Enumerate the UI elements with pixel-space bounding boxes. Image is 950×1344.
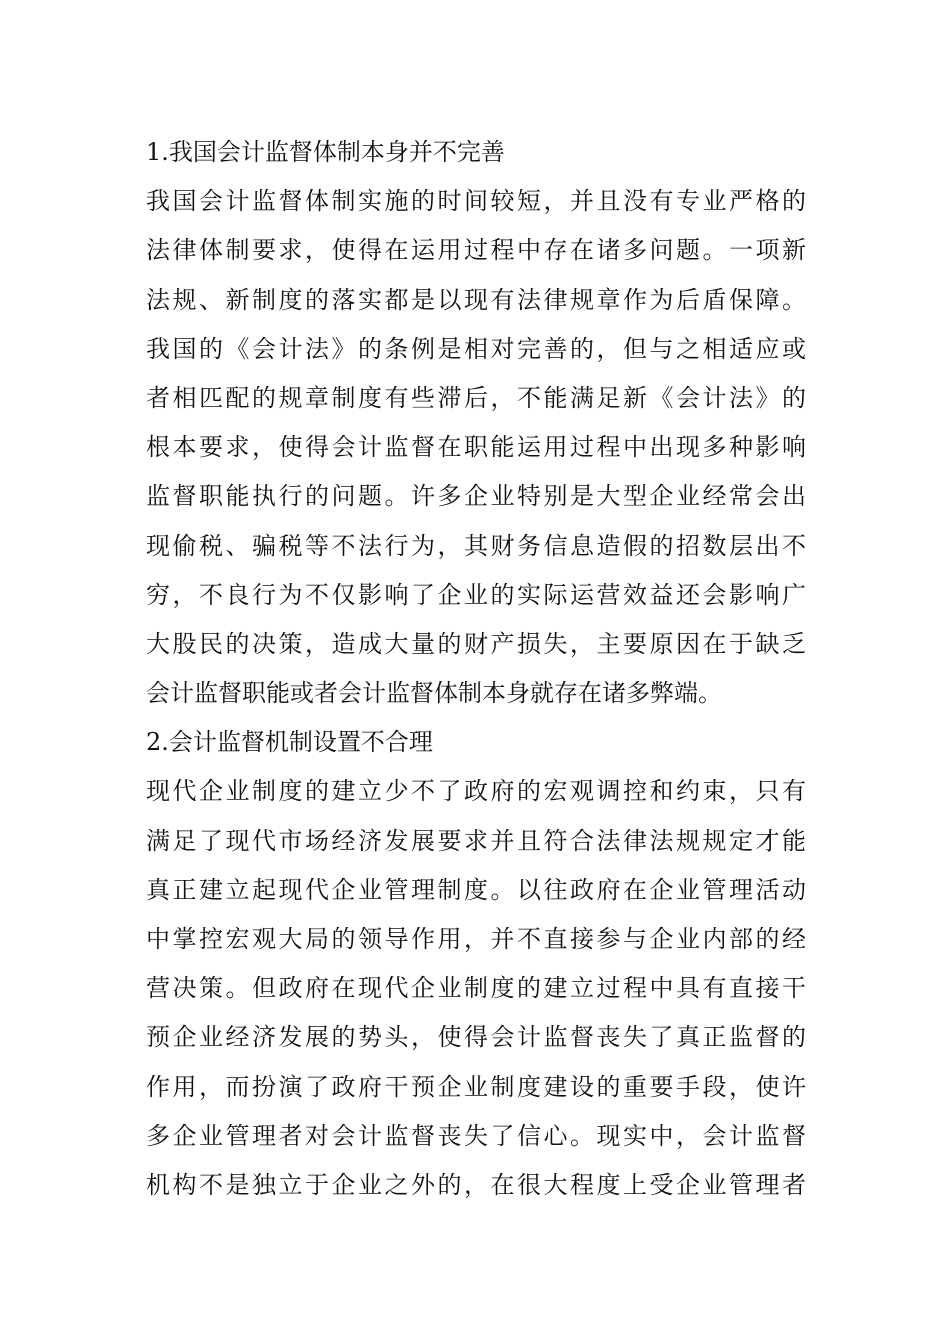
paragraph-line: 我国会计监督体制实施的时间较短，并且没有专业严格的 <box>146 187 806 216</box>
paragraph-line: 我国的《会计法》的条例是相对完善的，但与之相适应或 <box>146 334 806 363</box>
paragraph-line: 营决策。但政府在现代企业制度的建立过程中具有直接干 <box>146 974 806 1003</box>
paragraph-line: 监督职能执行的问题。许多企业特别是大型企业经常会出 <box>146 482 806 511</box>
paragraph-line: 机构不是独立于企业之外的，在很大程度上受企业管理者 <box>146 1170 806 1199</box>
paragraph-line: 作用，而扮演了政府干预企业制度建设的重要手段，使许 <box>146 1072 806 1101</box>
paragraph-line: 中掌控宏观大局的领导作用，并不直接参与企业内部的经 <box>146 925 806 953</box>
paragraph-line: 现偷税、骗税等不法行为，其财务信息造假的招数层出不 <box>146 531 806 560</box>
section-heading-2: 2.会计监督机制设置不合理 <box>146 728 433 757</box>
paragraph-line: 者相匹配的规章制度有些滞后，不能满足新《会计法》的 <box>146 383 806 412</box>
section-heading-1: 1.我国会计监督体制本身并不完善 <box>146 138 505 166</box>
paragraph-line: 多企业管理者对会计监督丧失了信心。现实中，会计监督 <box>146 1121 806 1150</box>
paragraph-line: 穷，不良行为不仅影响了企业的实际运营效益还会影响广 <box>146 580 806 609</box>
paragraph-line: 会计监督职能或者会计监督体制本身就存在诸多弊端。 <box>146 679 722 708</box>
paragraph-line: 预企业经济发展的势头，使得会计监督丧失了真正监督的 <box>146 1023 806 1052</box>
paragraph-line: 满足了现代市场经济发展要求并且符合法律法规规定才能 <box>146 826 806 855</box>
paragraph-line: 根本要求，使得会计监督在职能运用过程中出现多种影响 <box>146 433 806 462</box>
paragraph-line: 真正建立起现代企业管理制度。以往政府在企业管理活动 <box>146 875 806 904</box>
paragraph-line: 法规、新制度的落实都是以现有法律规章作为后盾保障。 <box>146 285 806 314</box>
paragraph-line: 法律体制要求，使得在运用过程中存在诸多问题。一项新 <box>146 236 806 265</box>
paragraph-line: 现代企业制度的建立少不了政府的宏观调控和约束，只有 <box>146 777 806 806</box>
document-page <box>146 128 806 1210</box>
paragraph-line: 大股民的决策，造成大量的财产损失，主要原因在于缺乏 <box>146 629 806 658</box>
